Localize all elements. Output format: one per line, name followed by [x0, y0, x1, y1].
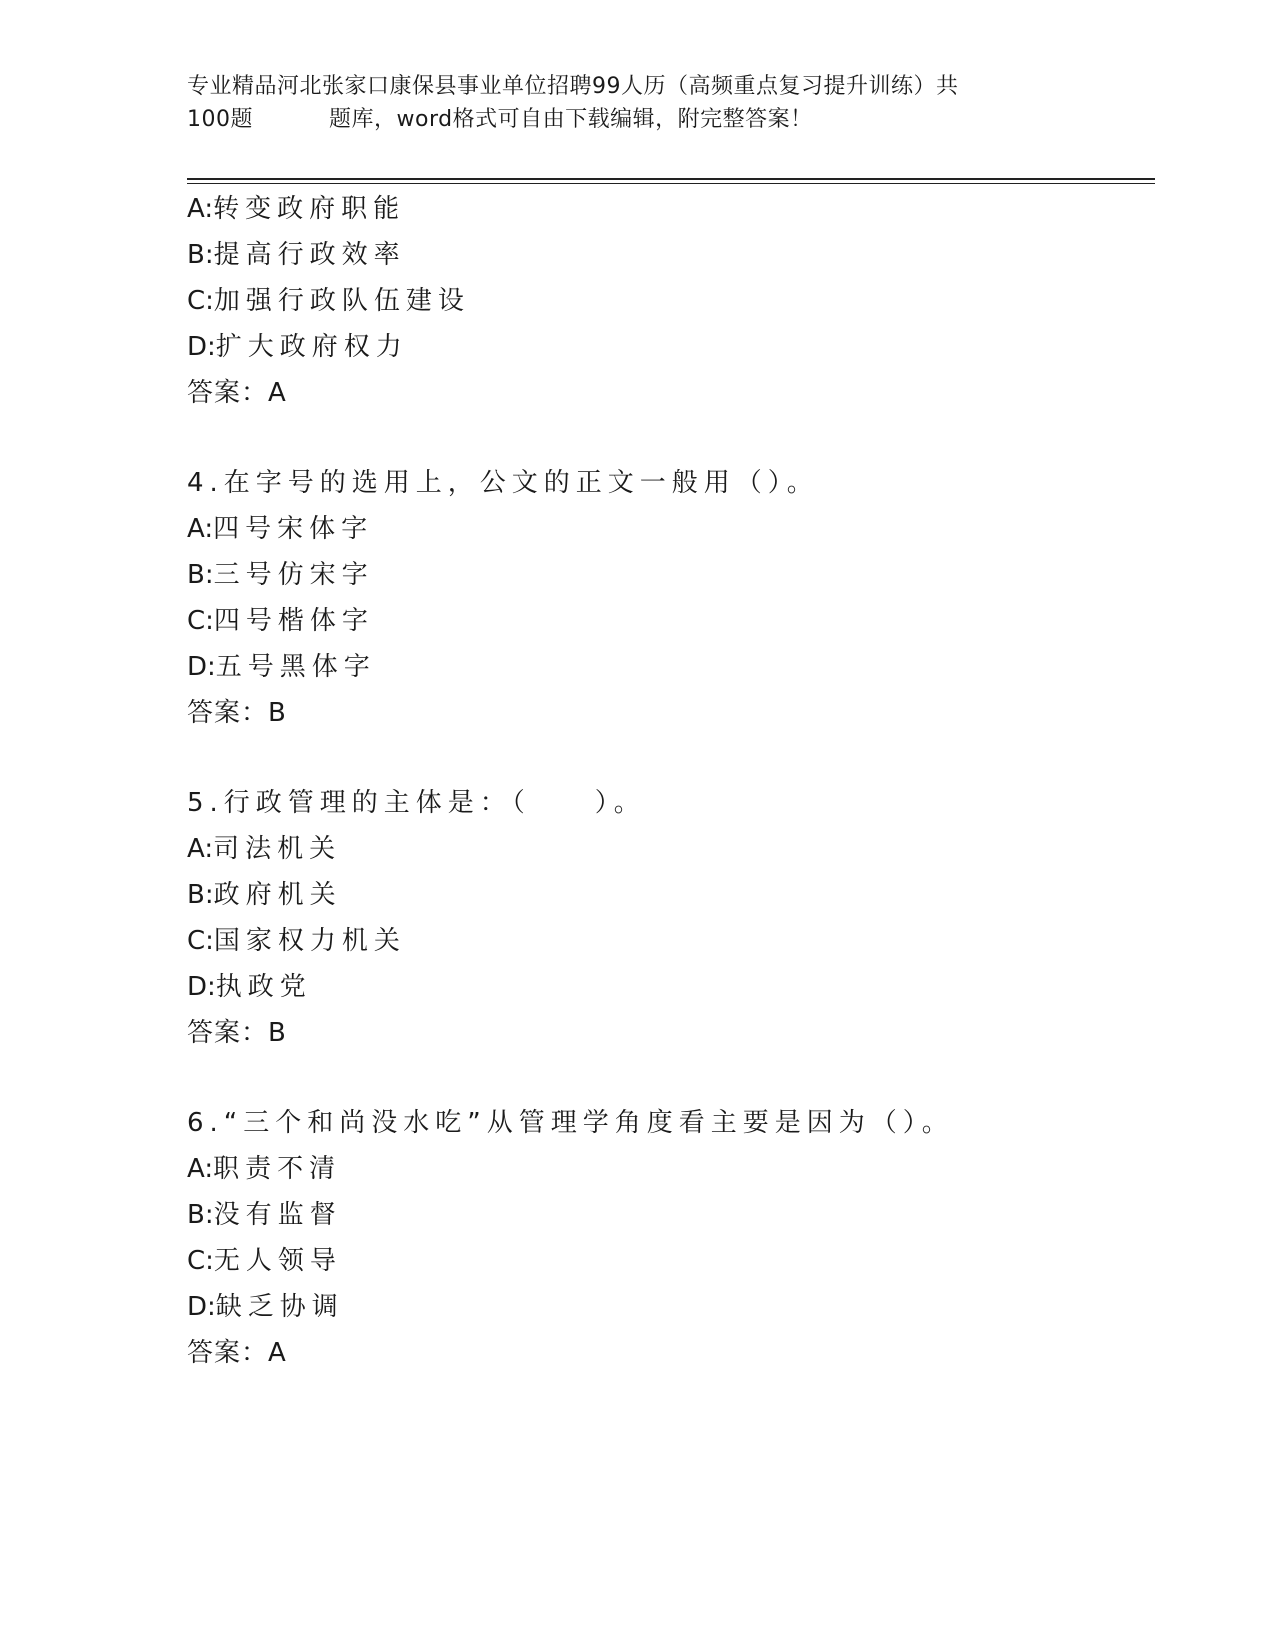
answer-line: 答案：B: [187, 698, 287, 728]
option-text: 司法机关: [213, 834, 342, 864]
option-text: 四号楷体字: [213, 606, 374, 636]
header-divider-thin: [187, 183, 1155, 184]
header-question-count: 100题: [187, 107, 253, 132]
option-key: C:: [187, 606, 214, 636]
header-description: 题库，word格式可自由下载编辑，附完整答案！: [329, 107, 813, 132]
question-block-3: [187, 186, 1147, 416]
option-text: 无人领导: [213, 1246, 342, 1276]
answer-line: 答案：B: [187, 1018, 287, 1048]
option-key: A:: [187, 194, 214, 224]
option-c: [187, 278, 1147, 324]
option-a: [187, 186, 1147, 232]
option-text: 四号宋体字: [213, 514, 374, 544]
option-d: [187, 324, 1147, 370]
option-d: [187, 964, 1147, 1010]
option-key: C:: [187, 286, 214, 316]
question-stem: 4.在字号的选用上，公文的正文一般用（）。: [187, 468, 819, 498]
option-text: 三号仿宋字: [213, 560, 374, 590]
option-c: [187, 598, 1147, 644]
header-title-line-1: 专业精品河北张家口康保县事业单位招聘99人历（高频重点复习提升训练）共: [187, 74, 959, 99]
option-a: [187, 506, 1147, 552]
option-text: 缺乏协调: [215, 1292, 344, 1322]
option-text: 转变政府职能: [213, 194, 406, 224]
header-divider-thick: [187, 178, 1155, 180]
question-block-6: [187, 1100, 1147, 1376]
question-block-5: [187, 780, 1147, 1056]
question-block-4: [187, 460, 1147, 736]
header-title-line-2: [187, 103, 1067, 136]
option-text: 职责不清: [213, 1154, 342, 1184]
option-b: [187, 552, 1147, 598]
option-key: C:: [187, 1246, 214, 1276]
option-c: [187, 1238, 1147, 1284]
option-key: D:: [187, 332, 216, 362]
question-list: [187, 186, 1147, 1376]
option-text: 国家权力机关: [213, 926, 406, 956]
option-text: 没有监督: [213, 1200, 342, 1230]
option-d: [187, 644, 1147, 690]
option-a: [187, 826, 1147, 872]
option-key: B:: [187, 240, 214, 270]
option-key: B:: [187, 560, 214, 590]
option-key: B:: [187, 880, 214, 910]
question-stem: 5.行政管理的主体是：（ ）。: [187, 788, 646, 818]
option-b: [187, 232, 1147, 278]
option-c: [187, 918, 1147, 964]
option-text: 扩大政府权力: [215, 332, 408, 362]
option-d: [187, 1284, 1147, 1330]
option-key: A:: [187, 1154, 214, 1184]
option-b: [187, 1192, 1147, 1238]
option-text: 执政党: [215, 972, 312, 1002]
answer-line: 答案：A: [187, 1338, 287, 1368]
option-key: D:: [187, 652, 216, 682]
option-text: 政府机关: [213, 880, 342, 910]
option-text: 提高行政效率: [213, 240, 406, 270]
option-key: B:: [187, 1200, 214, 1230]
option-key: C:: [187, 926, 214, 956]
option-key: D:: [187, 1292, 216, 1322]
option-key: D:: [187, 972, 216, 1002]
option-b: [187, 872, 1147, 918]
option-text: 五号黑体字: [215, 652, 376, 682]
document-header: [187, 70, 1067, 136]
answer-line: 答案：A: [187, 378, 287, 408]
option-key: A:: [187, 514, 214, 544]
option-key: A:: [187, 834, 214, 864]
question-stem: 6.“三个和尚没水吃”从管理学角度看主要是因为（）。: [187, 1108, 954, 1138]
option-text: 加强行政队伍建设: [213, 286, 470, 316]
option-a: [187, 1146, 1147, 1192]
